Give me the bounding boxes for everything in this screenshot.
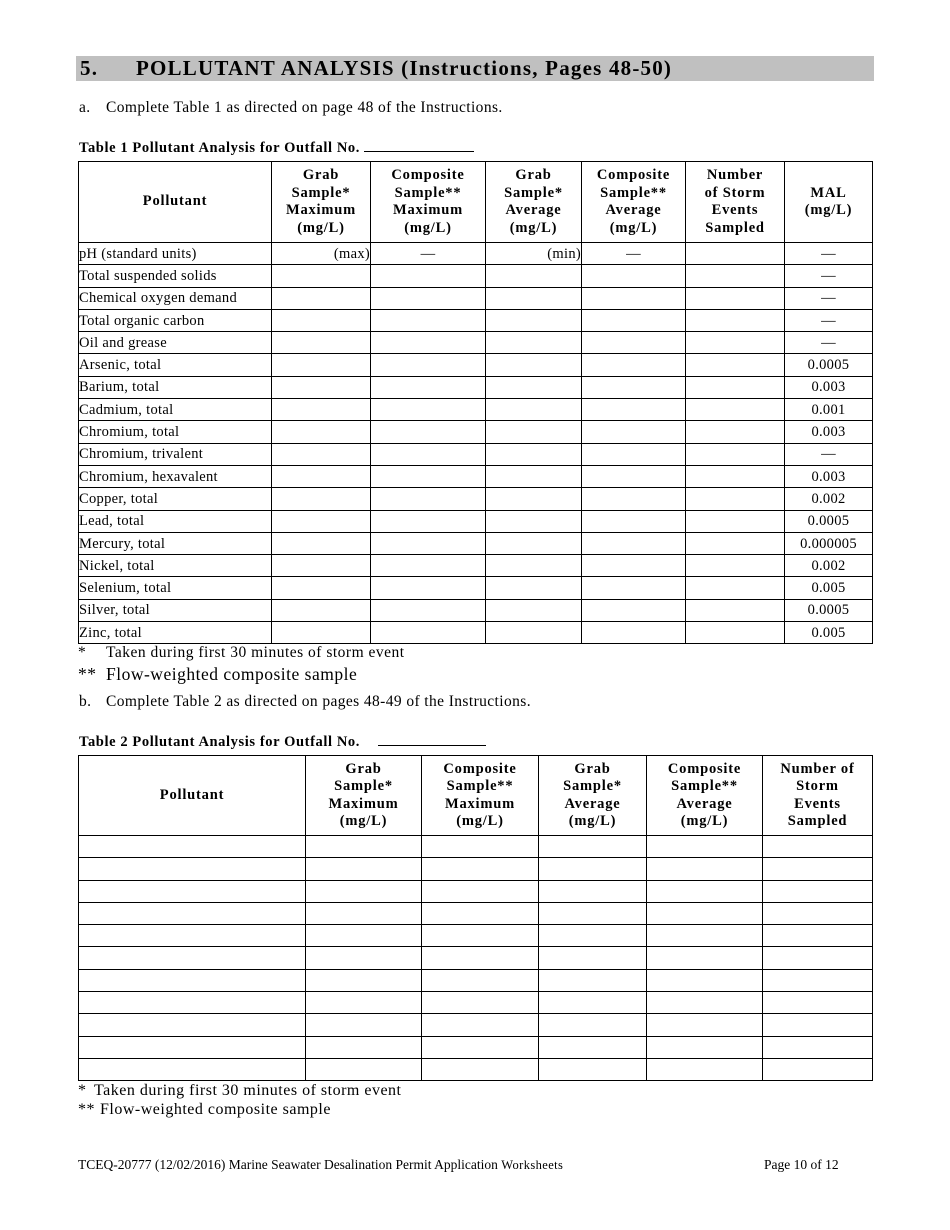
header-line: Composite [596,167,671,183]
cell-events[interactable] [686,421,785,443]
empty-cell[interactable] [539,902,647,924]
empty-cell[interactable] [539,836,647,858]
table-row [79,1014,873,1036]
cell-events[interactable] [686,488,785,510]
cell-mal: 0.001 [785,399,873,421]
cell-pollutant: Chemical oxygen demand [79,287,272,309]
header-line: Composite [667,760,742,777]
cell-comp-max[interactable] [371,265,486,287]
empty-cell[interactable] [647,969,763,991]
empty-cell[interactable] [539,1058,647,1080]
cell-comp-max[interactable] [371,577,486,599]
cell-comp-avg[interactable] [582,309,686,331]
header-line: Sample* [504,184,563,201]
cell-comp-avg[interactable] [582,532,686,554]
cell-comp-avg[interactable] [582,443,686,465]
cell-mal: 0.003 [785,376,873,398]
cell-grab-avg[interactable] [486,421,582,443]
empty-cell[interactable] [306,947,422,969]
table-row [79,969,873,991]
cell-mal: 0.003 [785,465,873,487]
header-line: Maximum [444,795,516,812]
table-row [79,287,873,309]
cell-events[interactable] [686,555,785,577]
cell-mal: 0.002 [785,488,873,510]
cell-comp-avg[interactable] [582,354,686,376]
header-line: Sampled [787,813,848,829]
cell-grab-avg[interactable] [486,622,582,644]
header-line: (mg/L) [404,219,452,236]
empty-cell[interactable] [422,1014,539,1036]
cell-pollutant: pH (standard units) [79,243,272,265]
empty-cell[interactable] [422,858,539,880]
table2-footnote-1: * Taken during first 30 minutes of storm event [78,1082,402,1099]
empty-cell[interactable] [647,880,763,902]
cell-mal: 0.0005 [785,510,873,532]
cell-mal: 0.003 [785,421,873,443]
cell-pollutant: Silver, total [79,599,272,621]
header-line: Pollutant [159,786,225,803]
cell-events[interactable] [686,265,785,287]
empty-cell[interactable] [422,1058,539,1080]
empty-cell[interactable] [539,858,647,880]
cell-comp-avg[interactable] [582,599,686,621]
cell-events[interactable] [686,354,785,376]
empty-cell[interactable] [647,925,763,947]
header-line: Grab [574,760,611,777]
table1-header-col-1 [272,162,371,243]
header-line: Maximum [328,795,399,812]
outfall-number-field-2[interactable] [378,731,486,746]
cell-comp-avg[interactable] [582,465,686,487]
table-row [79,488,873,510]
cell-pollutant: Total suspended solids [79,265,272,287]
table2-header-col-1 [306,756,422,836]
cell-comp-avg[interactable] [582,577,686,599]
empty-cell[interactable] [79,992,306,1014]
empty-cell[interactable] [79,947,306,969]
header-line: Number of [780,760,855,777]
header-line: of Storm [704,184,766,201]
header-line: Sample* [563,778,622,794]
empty-cell[interactable] [647,858,763,880]
header-line: Storm [796,778,839,794]
empty-cell[interactable] [539,1036,647,1058]
cell-pollutant: Zinc, total [79,622,272,644]
empty-cell[interactable] [647,836,763,858]
table2-header-col-0 [79,756,306,836]
header-line: Events [794,795,841,812]
instruction-a: a. Complete Table 1 as directed on page 48 of the Instructions. [79,99,503,116]
cell-grab-avg[interactable] [486,465,582,487]
empty-cell[interactable] [79,858,306,880]
cell-mal: 0.005 [785,622,873,644]
cell-comp-max[interactable] [371,287,486,309]
header-line: Maximum [285,202,357,218]
table-row [79,510,873,532]
header-line: Grab [302,167,340,183]
cell-comp-max[interactable] [371,532,486,554]
empty-cell[interactable] [539,880,647,902]
empty-cell[interactable] [763,969,873,991]
cell-grab-max[interactable] [272,532,371,554]
header-line: Maximum [392,202,464,218]
cell-comp-max[interactable] [371,421,486,443]
empty-cell[interactable] [763,1036,873,1058]
empty-cell[interactable] [79,1014,306,1036]
empty-cell[interactable] [763,836,873,858]
table-row [79,309,873,331]
cell-pollutant: Barium, total [79,376,272,398]
empty-cell[interactable] [79,902,306,924]
header-line: Average [676,795,733,812]
cell-comp-max[interactable] [371,465,486,487]
table-row [79,947,873,969]
header-line: Grab [515,167,552,183]
header-line: Composite [391,167,465,183]
cell-grab-avg[interactable] [486,287,582,309]
empty-cell[interactable] [647,992,763,1014]
header-line: Average [505,202,562,218]
empty-cell[interactable] [647,947,763,969]
table-row [79,399,873,421]
cell-pollutant: Selenium, total [79,577,272,599]
cell-mal: — [785,265,873,287]
cell-grab-max[interactable] [272,332,371,354]
cell-pollutant: Chromium, hexavalent [79,465,272,487]
header-line: Average [605,202,662,218]
table-row [79,858,873,880]
pollutant-table-1 [78,161,873,644]
cell-grab-avg[interactable] [486,376,582,398]
cell-events[interactable] [686,577,785,599]
table-row [79,622,873,644]
table-row [79,992,873,1014]
form-id: TCEQ-20777 (12/02/2016) Marine Seawater Desalination Permit Application Worksheets [78,1157,564,1172]
empty-cell[interactable] [539,992,647,1014]
header-line: (mg/L) [339,813,388,829]
table1-header-col-0 [79,162,272,243]
header-line: Composite [443,760,517,777]
header-line: Number [706,167,764,183]
header-line: Sample** [600,184,667,201]
header-line: Average [564,795,621,812]
cell-pollutant: Chromium, trivalent [79,443,272,465]
cell-pollutant: Oil and grease [79,332,272,354]
header-line: (mg/L) [297,219,345,236]
section-header [76,56,874,81]
header-line: Sample** [446,778,514,794]
cell-pollutant: Cadmium, total [79,399,272,421]
empty-cell[interactable] [422,969,539,991]
empty-cell[interactable] [79,1058,306,1080]
header-line: Events [711,202,759,218]
cell-pollutant: Chromium, total [79,421,272,443]
table1-footnote-1: * Taken during first 30 minutes of storm event [78,644,405,661]
cell-comp-avg[interactable] [582,399,686,421]
section-title: POLLUTANT ANALYSIS (Instructions, Pages 48-50) [136,56,673,80]
header-line: (mg/L) [680,813,729,829]
table1-header-col-2 [371,162,486,243]
empty-cell[interactable] [79,880,306,902]
cell-comp-avg[interactable] [582,622,686,644]
cell-grab-max[interactable] [272,265,371,287]
table-row [79,376,873,398]
cell-pollutant: Nickel, total [79,555,272,577]
header-line: (mg/L) [509,219,558,236]
table1-caption: Table 1 Pollutant Analysis for Outfall No. [79,137,474,157]
empty-cell[interactable] [647,1058,763,1080]
cell-mal: 0.005 [785,577,873,599]
table-row [79,354,873,376]
table1-header-col-3 [486,162,582,243]
cell-grab-max[interactable] [272,443,371,465]
table-row [79,1036,873,1058]
cell-grab-max[interactable] [272,510,371,532]
empty-cell[interactable] [763,1014,873,1036]
table-row [79,465,873,487]
table1-footnote-2: ** Flow-weighted composite sample [78,664,358,684]
cell-events[interactable] [686,532,785,554]
empty-cell[interactable] [306,1058,422,1080]
empty-cell[interactable] [306,880,422,902]
empty-cell[interactable] [306,925,422,947]
table-row [79,532,873,554]
header-line: (mg/L) [456,813,504,829]
cell-grab-max[interactable] [272,465,371,487]
cell-events[interactable] [686,599,785,621]
outfall-number-field-1[interactable] [364,137,474,152]
cell-grab-avg[interactable] [486,443,582,465]
cell-pollutant: Copper, total [79,488,272,510]
header-line: Grab [345,760,382,777]
empty-cell[interactable] [647,1014,763,1036]
table2-header-col-4 [647,756,763,836]
cell-comp-avg[interactable] [582,287,686,309]
table2-header-col-3 [539,756,647,836]
cell-comp-max: — [371,243,486,265]
table-row [79,332,873,354]
cell-pollutant: Total organic carbon [79,309,272,331]
header-line: (mg/L) [568,813,617,829]
cell-comp-avg[interactable] [582,555,686,577]
table1-header-col-4 [582,162,686,243]
empty-cell[interactable] [422,925,539,947]
table2-header-col-5 [763,756,873,836]
cell-comp-avg[interactable] [582,332,686,354]
cell-events[interactable] [686,510,785,532]
empty-cell[interactable] [763,1058,873,1080]
cell-grab-max[interactable] [272,399,371,421]
empty-cell[interactable] [422,1036,539,1058]
table2-footnote-2: ** Flow-weighted composite sample [78,1101,331,1118]
empty-cell[interactable] [647,902,763,924]
cell-grab-avg[interactable] [486,577,582,599]
cell-comp-max[interactable] [371,354,486,376]
empty-cell[interactable] [763,858,873,880]
header-line: Sample* [334,778,393,794]
empty-cell[interactable] [79,925,306,947]
cell-comp-max[interactable] [371,332,486,354]
empty-cell[interactable] [763,947,873,969]
header-line: (mg/L) [804,202,853,218]
table2-header-col-2 [422,756,539,836]
cell-grab-avg[interactable] [486,265,582,287]
table-row [79,265,873,287]
table-row [79,443,873,465]
cell-grab-max: (max) [272,243,371,265]
empty-cell[interactable] [306,858,422,880]
cell-comp-max[interactable] [371,622,486,644]
empty-cell[interactable] [763,902,873,924]
cell-comp-max[interactable] [371,555,486,577]
cell-grab-avg[interactable] [486,510,582,532]
cell-comp-max[interactable] [371,309,486,331]
cell-comp-max[interactable] [371,443,486,465]
empty-cell[interactable] [763,880,873,902]
header-line: Sampled [705,219,765,236]
cell-grab-avg[interactable] [486,309,582,331]
empty-cell[interactable] [763,992,873,1014]
cell-events[interactable] [686,243,785,265]
empty-cell[interactable] [306,992,422,1014]
table-row [79,243,873,265]
cell-events[interactable] [686,465,785,487]
empty-cell[interactable] [647,1036,763,1058]
empty-cell[interactable] [306,836,422,858]
cell-comp-max[interactable] [371,399,486,421]
cell-comp-avg[interactable] [582,265,686,287]
empty-cell[interactable] [306,1036,422,1058]
cell-grab-max[interactable] [272,622,371,644]
empty-cell[interactable] [422,880,539,902]
cell-grab-avg[interactable] [486,354,582,376]
instruction-b: b. Complete Table 2 as directed on pages 48-49 of the Instructions. [79,693,531,710]
cell-grab-avg[interactable] [486,332,582,354]
empty-cell[interactable] [539,925,647,947]
cell-grab-avg[interactable] [486,599,582,621]
cell-grab-avg[interactable] [486,555,582,577]
cell-comp-max[interactable] [371,599,486,621]
cell-grab-avg[interactable] [486,488,582,510]
cell-comp-max[interactable] [371,488,486,510]
cell-pollutant: Mercury, total [79,532,272,554]
empty-cell[interactable] [539,1014,647,1036]
page-number: Page 10 of 12 [764,1157,839,1172]
cell-events[interactable] [686,287,785,309]
cell-comp-max[interactable] [371,510,486,532]
table-row [79,880,873,902]
cell-comp-avg[interactable] [582,421,686,443]
cell-grab-max[interactable] [272,421,371,443]
empty-cell[interactable] [306,902,422,924]
cell-comp-avg[interactable] [582,488,686,510]
table-row [79,1058,873,1080]
table-row [79,599,873,621]
empty-cell[interactable] [539,947,647,969]
table-row [79,902,873,924]
cell-mal: 0.000005 [785,532,873,554]
header-line: Pollutant [142,193,208,210]
cell-comp-avg[interactable] [582,376,686,398]
empty-cell[interactable] [79,1036,306,1058]
header-line: MAL [810,184,847,201]
cell-grab-max[interactable] [272,599,371,621]
cell-grab-max[interactable] [272,287,371,309]
cell-pollutant: Lead, total [79,510,272,532]
cell-grab-avg[interactable] [486,532,582,554]
cell-mal: — [785,443,873,465]
table-row [79,836,873,858]
cell-events[interactable] [686,622,785,644]
cell-comp-avg: — [582,243,686,265]
cell-events[interactable] [686,399,785,421]
cell-comp-max[interactable] [371,376,486,398]
table-row [79,925,873,947]
cell-events[interactable] [686,332,785,354]
table1-header-col-6 [785,162,873,243]
cell-grab-max[interactable] [272,577,371,599]
empty-cell[interactable] [306,969,422,991]
empty-cell[interactable] [422,836,539,858]
cell-mal: 0.0005 [785,354,873,376]
cell-events[interactable] [686,443,785,465]
cell-grab-max[interactable] [272,555,371,577]
table1-header-col-5 [686,162,785,243]
table-row [79,555,873,577]
header-line: Sample* [291,184,351,201]
cell-events[interactable] [686,309,785,331]
table-row [79,577,873,599]
cell-grab-max[interactable] [272,376,371,398]
table-row [79,421,873,443]
header-line: Sample** [671,778,738,794]
cell-comp-avg[interactable] [582,510,686,532]
empty-cell[interactable] [306,1014,422,1036]
section-number: 5. [80,56,99,80]
cell-grab-max[interactable] [272,354,371,376]
empty-cell[interactable] [539,969,647,991]
cell-mal: — [785,243,873,265]
empty-cell[interactable] [763,925,873,947]
cell-mal: — [785,309,873,331]
cell-mal: 0.0005 [785,599,873,621]
cell-grab-max[interactable] [272,309,371,331]
header-line: (mg/L) [609,219,658,236]
cell-events[interactable] [686,376,785,398]
cell-grab-avg: (min) [486,243,582,265]
header-line: Sample** [394,184,462,201]
cell-pollutant: Arsenic, total [79,354,272,376]
empty-cell[interactable] [422,992,539,1014]
pollutant-table-2 [78,755,873,1081]
cell-mal: 0.002 [785,555,873,577]
cell-grab-avg[interactable] [486,399,582,421]
empty-cell[interactable] [79,969,306,991]
cell-mal: — [785,332,873,354]
empty-cell[interactable] [422,947,539,969]
empty-cell[interactable] [79,836,306,858]
cell-grab-max[interactable] [272,488,371,510]
cell-mal: — [785,287,873,309]
table2-caption: Table 2 Pollutant Analysis for Outfall No. [79,731,486,751]
empty-cell[interactable] [422,902,539,924]
